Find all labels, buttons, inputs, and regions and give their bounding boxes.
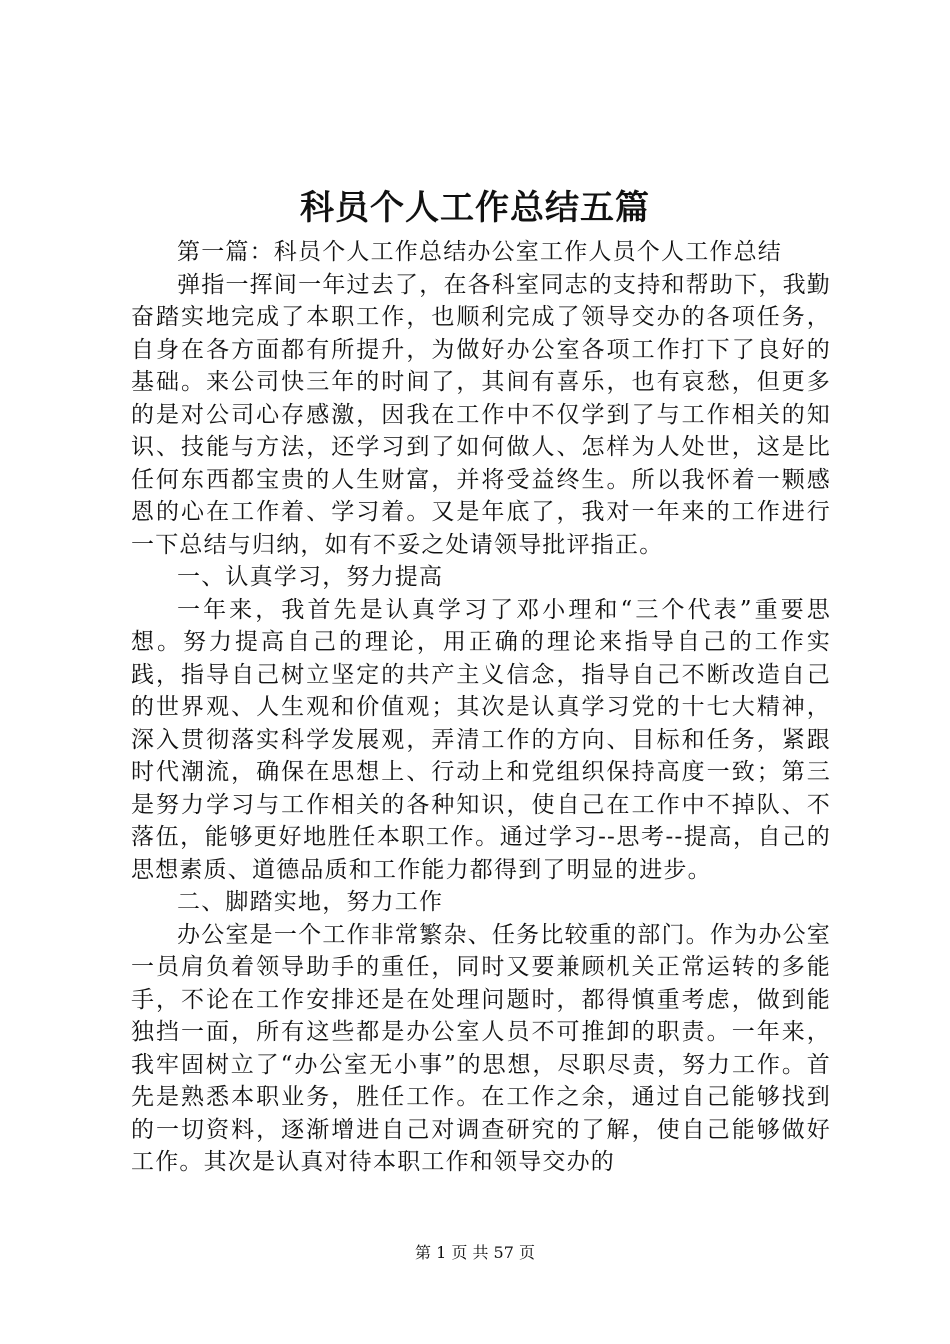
section-heading-first-article: 第一篇：科员个人工作总结办公室工作人员个人工作总结 [177, 239, 782, 265]
section-heading-study: 一、认真学习，努力提高 [177, 564, 444, 590]
paragraph-study: 一年来，我首先是认真学习了邓小理和“三个代表”重要思想。努力提高自己的理论，用正确的理论来指导自己的工作实践，指导自己树立坚定的共产主义信念，指导自己不断改造自己的世界观、人生观和价值观；其次是认真学习党的十七大精神，深入贯彻落实科学发展观，弄清工作的方向、目标和任务，紧跟时代潮流，确保在思想上、行动上和党组织保持高度一致；第三是努力学习与工作相关的各种知识，使自己在工作中不掉队、不落伍，能够更好地胜任本职工作。通过学习--思考--提高，自己的思想素质、道德品质和工作能力都得到了明显的进步。 [131, 596, 831, 883]
paragraph-intro: 弹指一挥间一年过去了，在各科室同志的支持和帮助下，我勤奋踏实地完成了本职工作，也顺利完成了领导交办的各项任务，自身在各方面都有所提升，为做好办公室各项工作打下了良好的基础。来公司快三年的时间了，其间有喜乐，也有哀愁，但更多的是对公司心存感激，因我在工作中不仅学到了与工作相关的知识、技能与方法，还学习到了如何做人、怎样为人处世，这是比任何东西都宝贵的人生财富，并将受益终生。所以我怀着一颗感恩的心在工作着、学习着。又是年底了，我对一年来的工作进行一下总结与归纳，如有不妥之处请领导批评指正。 [131, 271, 831, 558]
page-footer: 第 1 页 共 57 页 [415, 1243, 535, 1262]
section-heading-work: 二、脚踏实地，努力工作 [177, 889, 444, 915]
page-title: 科员个人工作总结五篇 [300, 188, 650, 228]
paragraph-work: 办公室是一个工作非常繁杂、任务比较重的部门。作为办公室一员肩负着领导助手的重任，同时又要兼顾机关正常运转的多能手，不论在工作安排还是在处理问题时，都得慎重考虑，做到能独挡一面，所有这些都是办公室人员不可推卸的职责。一年来，我牢固树立了“办公室无小事”的思想，尽职尽责，努力工作。首先是熟悉本职业务，胜任工作。在工作之余，通过自己能够找到的一切资料，逐渐增进自己对调查研究的了解，使自己能够做好工作。其次是认真对待本职工作和领导交办的 [131, 921, 831, 1175]
document-body [131, 236, 831, 1179]
